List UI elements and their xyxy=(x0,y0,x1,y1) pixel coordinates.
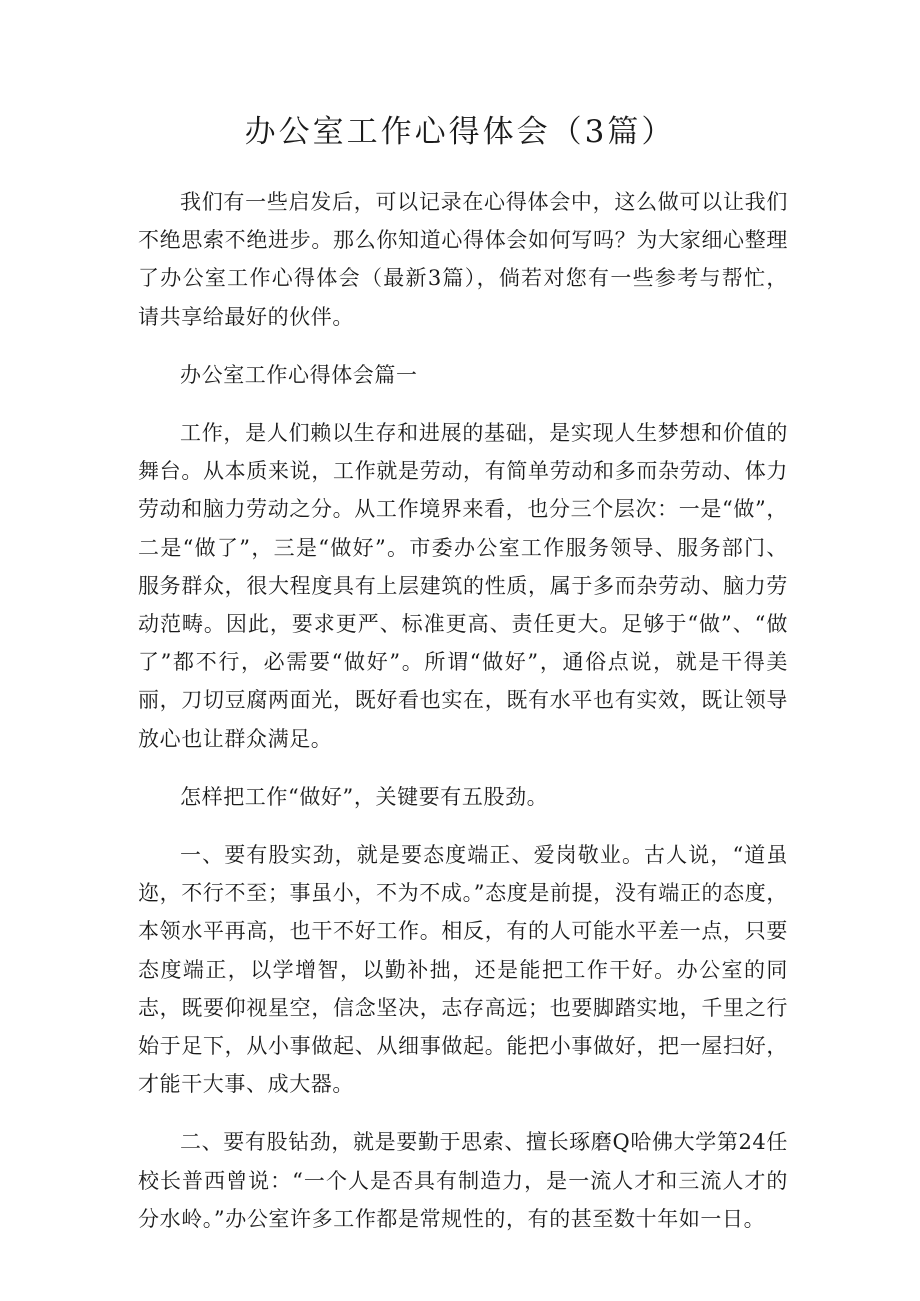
body-paragraph: 一、要有股实劲，就是要态度端正、爱岗敬业。古人说，“道虽迩，不行不至；事虽小，不为不成。”态度是前提，没有端正的态度，本领水平再高，也干不好工作。相反，有的人可能水平差一点，只要态度端正，以学增智，以勤补拙，还是能把工作干好。办公室的同志，既要仰视星空，信念坚决，志存高远；也要脚踏实地，千里之行始于足下，从小事做起、从细事做起。能把小事做好，把一屋扫好，才能干大事、成大器。 xyxy=(138,843,788,1097)
section-heading: 办公室工作心得体会篇一 xyxy=(180,362,418,387)
body-paragraph: 工作，是人们赖以生存和进展的基础，是实现人生梦想和价值的舞台。从本质来说，工作就是劳动，有简单劳动和多而杂劳动、体力劳动和脑力劳动之分。从工作境界来看，也分三个层次：一是“做”，二是“做了”，三是“做好”。市委办公室工作服务领导、服务部门、服务群众，很大程度具有上层建筑的性质，属于多而杂劳动、脑力劳动范畴。因此，要求更严、标准更高、责任更大。足够于“做”、“做了”都不行，必需要“做好”。所谓“做好”，通俗点说，就是干得美丽，刀切豆腐两面光，既好看也实在，既有水平也有实效，既让领导放心也让群众满足。 xyxy=(138,421,788,751)
body-paragraph: 二、要有股钻劲，就是要勤于思索、擅长琢磨Q哈佛大学第24任校长普西曾说：“一个人是否具有制造力，是一流人才和三流人才的分水岭。”办公室许多工作都是常规性的，有的甚至数十年如一日。 xyxy=(138,1130,788,1231)
document-body xyxy=(138,183,788,1258)
page-title: 办公室工作心得体会（3篇） xyxy=(244,114,676,150)
intro-paragraph: 我们有一些启发后，可以记录在心得体会中，这么做可以让我们不绝思索不绝进步。那么你知道心得体会如何写吗？为大家细心整理了办公室工作心得体会（最新3篇），倘若对您有一些参考与帮忙，请共享给最好的伙伴。 xyxy=(138,190,788,329)
body-paragraph: 怎样把工作“做好”，关键要有五股劲。 xyxy=(180,784,549,809)
